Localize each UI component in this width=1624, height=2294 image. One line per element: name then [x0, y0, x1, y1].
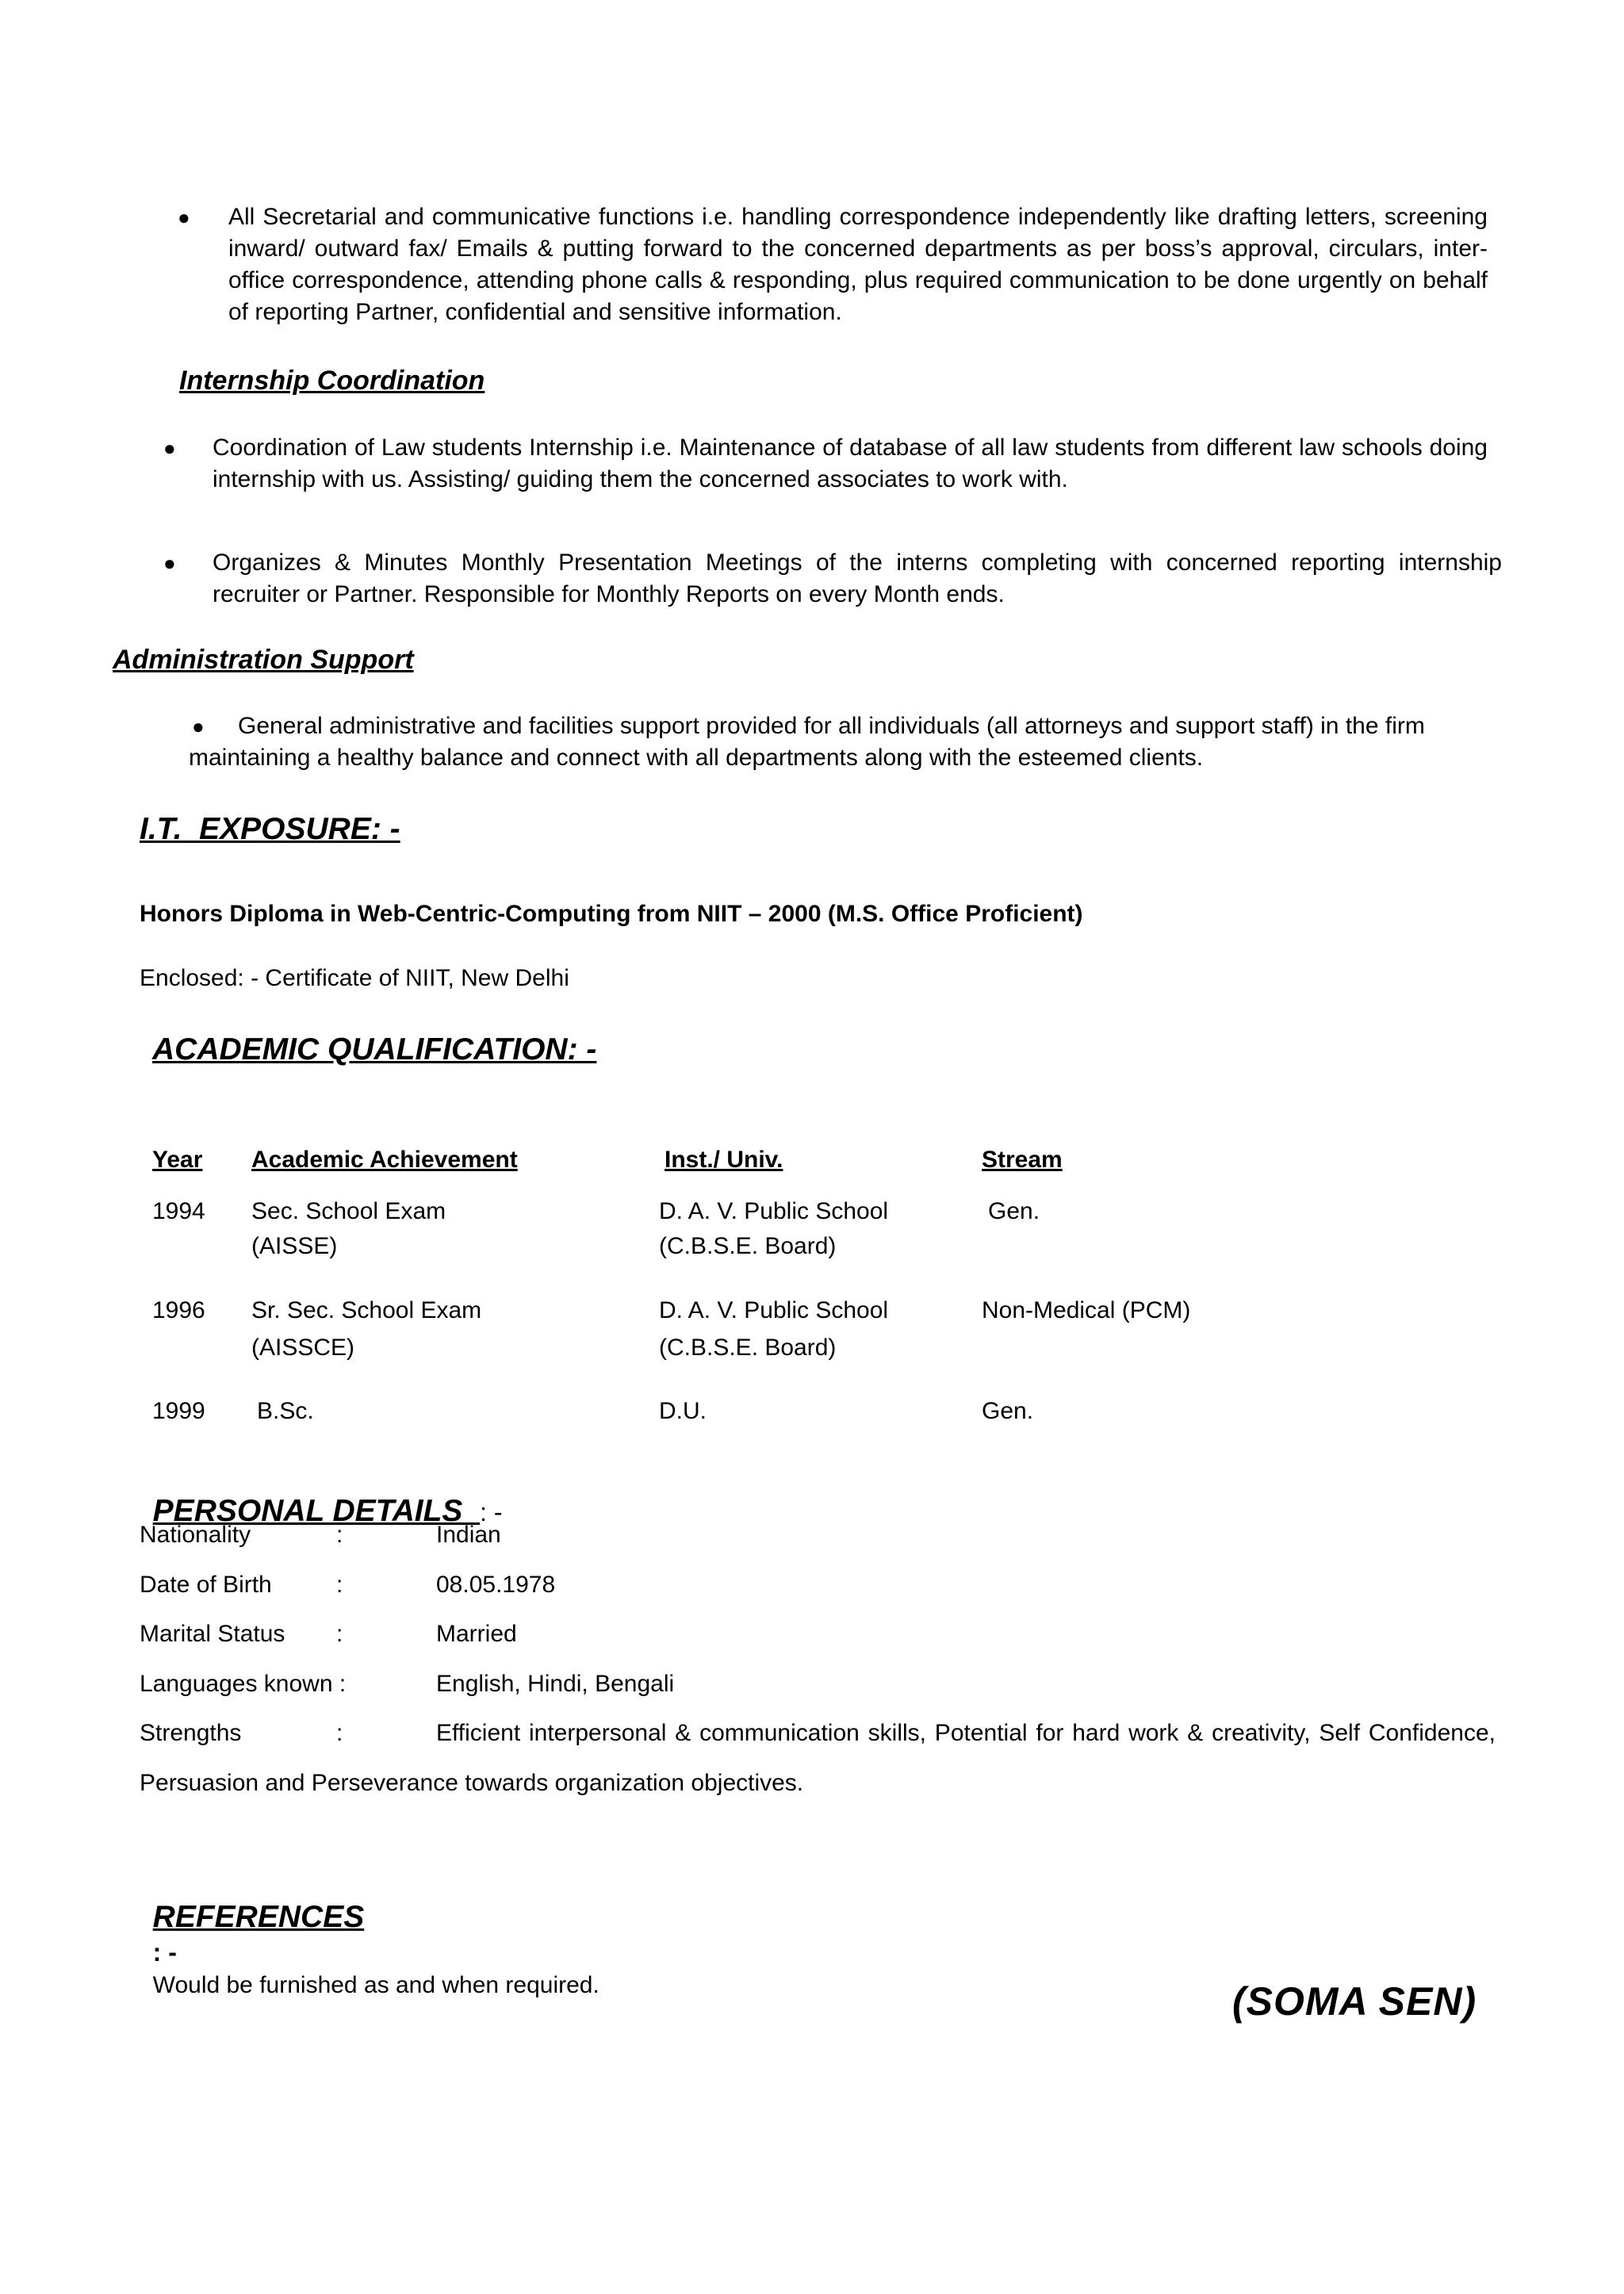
bullet-icon: ● [163, 551, 176, 575]
colon: : [336, 1522, 343, 1548]
nationality-value: Indian [436, 1522, 501, 1548]
cell-inst-sub: (C.B.S.E. Board) [659, 1335, 837, 1361]
bullet-icon: ● [178, 205, 190, 229]
personal-heading: PERSONAL DETAILS [152, 1494, 463, 1528]
references-heading: REFERENCES [152, 1900, 365, 1934]
it-diploma: Honors Diploma in Web-Centric-Computing from NIIT – 2000 (M.S. Office Proficient) [140, 901, 1083, 927]
cell-stream: Gen. [988, 1198, 1040, 1224]
cell-stream: Gen. [982, 1398, 1034, 1424]
dob-label: Date of Birth [140, 1572, 272, 1598]
admin-heading: Administration Support [113, 645, 414, 675]
bullet-icon: ● [192, 714, 205, 738]
cell-inst: D. A. V. Public School [659, 1198, 889, 1224]
strengths-value: Efficient interpersonal & communication skills, Potential for hard work & creativity, Self Confidence, [436, 1720, 1496, 1746]
cell-achievement: Sr. Sec. School Exam [251, 1297, 482, 1323]
personal-heading-suffix: : - [480, 1498, 503, 1526]
cell-stream: Non-Medical (PCM) [982, 1297, 1191, 1323]
bullet-icon: ● [163, 436, 176, 460]
references-line [140, 1867, 599, 2001]
colon: : [336, 1621, 343, 1647]
marital-value: Married [436, 1621, 517, 1647]
internship-item-1: Coordination of Law students Internship i.e. Maintenance of database of all law students from different law schools doing internship with us. Assisting/ guiding them the concerned associates to work with. [213, 435, 1488, 492]
cell-inst: D. A. V. Public School [659, 1297, 889, 1323]
cell-achievement-sub: (AISSCE) [251, 1335, 355, 1361]
strengths-continued: Persuasion and Perseverance towards organization objectives. [140, 1770, 804, 1796]
marital-label: Marital Status [140, 1621, 285, 1647]
it-heading: I.T. EXPOSURE: - [140, 812, 400, 846]
strengths-label: Strengths [140, 1720, 242, 1746]
secretarial-paragraph: All Secretarial and communicative functions i.e. handling correspondence independently like drafting letters, screening inward/ outward fax/ Emails & putting forward to the concerned departments as per boss’s approval, circulars, inter-office correspondence, attending phone calls & responding, plus required communication to be done urgently on behalf of reporting Partner, confidential and sensitive information. [228, 204, 1488, 325]
dob-value: 08.05.1978 [436, 1572, 556, 1598]
cell-year: 1996 [152, 1297, 205, 1323]
col-header-inst: Inst./ Univ. [665, 1147, 783, 1173]
languages-label: Languages known : [140, 1671, 347, 1697]
colon: : [336, 1572, 343, 1598]
col-header-stream: Stream [982, 1147, 1063, 1173]
internship-heading: Internship Coordination [179, 366, 485, 396]
cell-inst: D.U. [659, 1398, 707, 1424]
academic-heading: ACADEMIC QUALIFICATION: - [152, 1032, 597, 1067]
cell-year: 1994 [152, 1198, 205, 1224]
languages-value: English, Hindi, Bengali [436, 1671, 675, 1697]
cell-inst-sub: (C.B.S.E. Board) [659, 1233, 837, 1259]
cell-year: 1999 [152, 1398, 205, 1424]
signature: (SOMA SEN) [1232, 1979, 1477, 2024]
references-sep: : - [152, 1938, 177, 1967]
colon: : [336, 1720, 343, 1746]
it-enclosed: Enclosed: - Certificate of NIIT, New Delhi [140, 965, 569, 991]
internship-item-2: Organizes & Minutes Monthly Presentation Meetings of the interns completing with concerned reporting internship recruiter or Partner. Responsible for Monthly Reports on every Month ends. [213, 550, 1502, 607]
col-header-achievement: Academic Achievement [251, 1147, 518, 1173]
cell-achievement: Sec. School Exam [251, 1198, 446, 1224]
cell-achievement-sub: (AISSE) [251, 1233, 338, 1259]
admin-text: General administrative and facilities support provided for all individuals (all attorneys and support staff) in the firm maintaining a healthy balance and connect with all departments along with the esteemed clients. [189, 713, 1425, 771]
references-text: Would be furnished as and when required. [152, 1972, 599, 1998]
col-header-year: Year [152, 1147, 203, 1173]
nationality-label: Nationality [140, 1522, 251, 1548]
admin-paragraph [189, 710, 1505, 774]
cell-achievement: B.Sc. [257, 1398, 314, 1424]
